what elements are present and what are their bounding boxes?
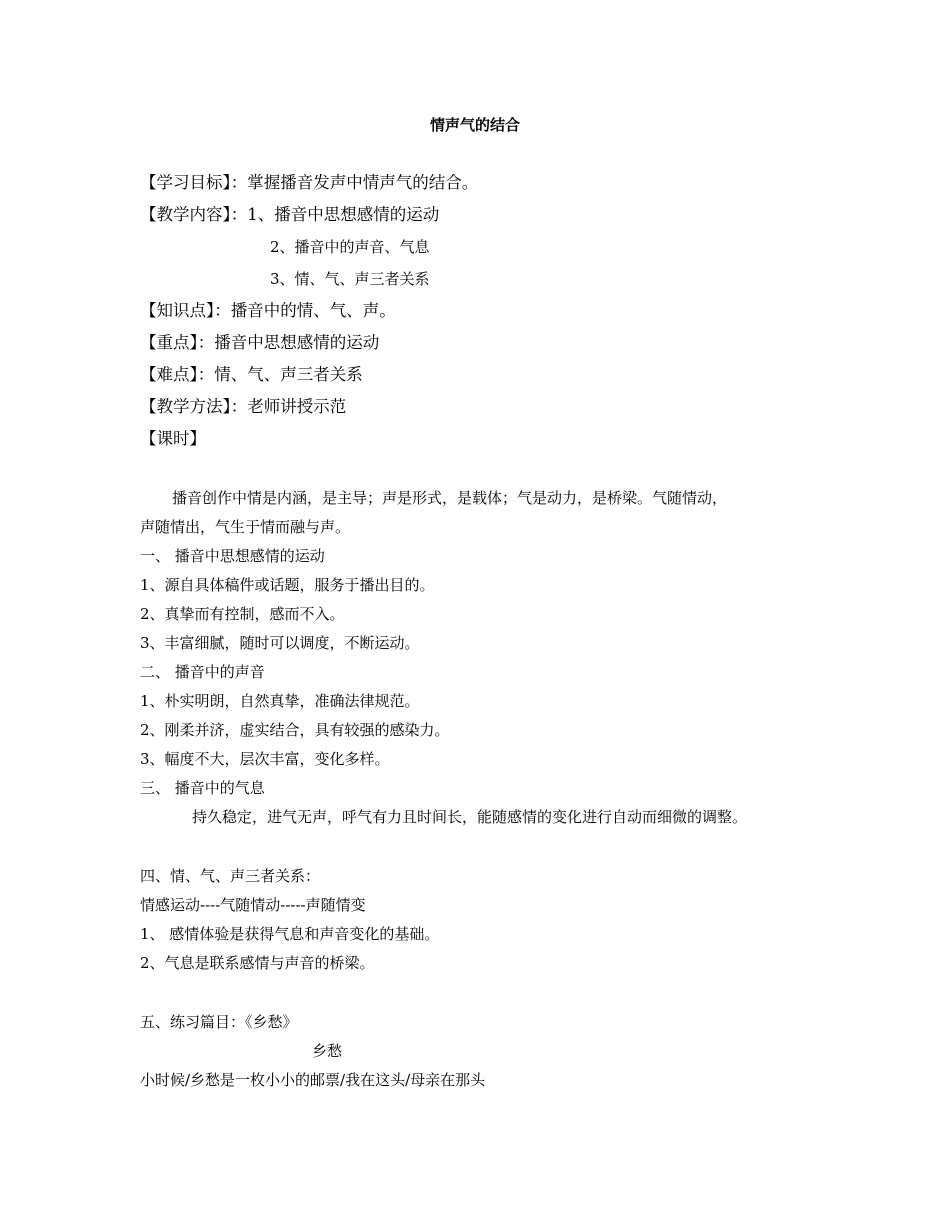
section5-heading: 五、练习篇目：《乡愁》: [140, 1013, 298, 1031]
section4-item-1: 1、 感情体验是获得气息和声音变化的基础。: [140, 925, 440, 943]
section4-flow: 情感运动----气随情动-----声随情变: [140, 896, 366, 914]
intro-line-2: 声随情出，气生于情而融与声。: [140, 518, 351, 536]
section1-item-2: 2、真挚而有控制，感而不入。: [140, 605, 345, 623]
key-point-line: 【重点】：播音中思想感情的运动: [140, 333, 380, 352]
knowledge-line: 【知识点】：播音中的情、气、声。: [140, 301, 396, 320]
section2-item-1: 1、朴实明朗，自然真挚，准确法律规范。: [140, 692, 420, 710]
content-line: 【教学内容】：1、播音中思想感情的运动: [140, 205, 440, 224]
content-item-2: 2、播音中的声音、气息: [270, 238, 430, 256]
section2-item-3: 3、幅度不大，层次丰富，变化多样。: [140, 750, 390, 768]
section3-body: 持久稳定，进气无声，呼气有力且时间长，能随感情的变化进行自动而细微的调整。: [192, 808, 748, 826]
goal-line: 【学习目标】：掌握播音发声中情声气的结合。: [140, 173, 479, 192]
difficulty-line: 【难点】：情、气、声三者关系: [140, 365, 363, 384]
hours-line: 【课时】: [140, 429, 206, 448]
section4-item-2: 2、气息是联系感情与声音的桥梁。: [140, 954, 375, 972]
section4-heading: 四、情、气、声三者关系：: [140, 867, 321, 885]
section1-item-3: 3、丰富细腻，随时可以调度，不断运动。: [140, 634, 420, 652]
document-title: 情声气的结合: [429, 116, 520, 134]
content-item-3: 3、情、气、声三者关系: [270, 270, 430, 288]
poem-title: 乡愁: [312, 1042, 343, 1060]
section2-heading: 二、 播音中的声音: [140, 663, 265, 681]
method-line: 【教学方法】：老师讲授示范: [140, 397, 347, 416]
section2-item-2: 2、刚柔并济，虚实结合，具有较强的感染力。: [140, 721, 450, 739]
section3-heading: 三、 播音中的气息: [140, 779, 265, 797]
poem-line-1: 小时候/乡愁是一枚小小的邮票/我在这头/母亲在那头: [140, 1071, 486, 1089]
section1-item-1: 1、源自具体稿件或话题，服务于播出目的。: [140, 576, 435, 594]
intro-line-1: 播音创作中情是内涵，是主导；声是形式，是载体；气是动力，是桥梁。气随情动，: [172, 489, 728, 507]
section1-heading: 一、 播音中思想感情的运动: [140, 547, 325, 565]
